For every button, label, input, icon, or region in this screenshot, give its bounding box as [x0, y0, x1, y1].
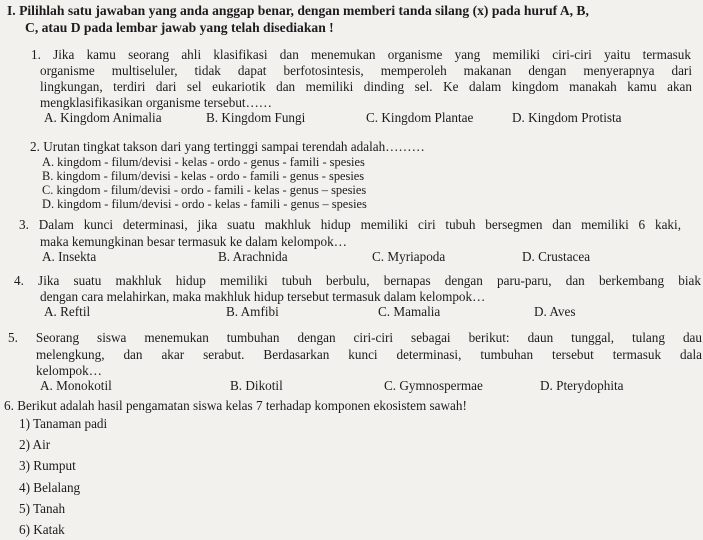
question-1-option-b[interactable]: B. Kingdom Fungi — [206, 110, 306, 125]
question-4-options — [0, 304, 703, 319]
question-5-line-1: 5. Seorang siswa menemukan tumbuhan dengan ciri-ciri sebagai berikut: daun tunggal, tulang dau — [8, 330, 702, 345]
question-4-line-2: dengan cara melahirkan, maka makhluk hidup tersebut termasuk dalam kelompok… — [40, 289, 486, 304]
question-5-option-a[interactable]: A. Monokotil — [40, 378, 112, 393]
question-3-line-2: maka kemungkinan besar termasuk ke dalam kelompok… — [40, 234, 347, 249]
question-1-line-2: organisme multiseluler, tidak dapat berfotosintesis, memperoleh makanan dengan menyerapnya dari — [40, 63, 692, 78]
question-5-line-2: melengkung, dan akar serabut. Berdasarkan kunci determinasi, tumbuhan tersebut termasuk dala — [36, 347, 702, 362]
question-2-option-c[interactable]: C. kingdom - filum/devisi - ordo - famili - kelas - genus – spesies — [42, 183, 367, 197]
question-2-option-a[interactable]: A. kingdom - filum/devisi - kelas - ordo - genus - famili - spesies — [42, 155, 365, 169]
question-1-line-3: lingkungan, terdiri dari sel eukariotik dan memiliki dinding sel. Ke dalam kingdom manakah kamu akan — [40, 79, 692, 94]
question-4-option-d[interactable]: D. Aves — [534, 304, 576, 319]
question-4-option-b[interactable]: B. Amfibi — [226, 304, 279, 319]
question-3-option-d[interactable]: D. Crustacea — [522, 249, 591, 264]
question-3-option-b[interactable]: B. Arachnida — [218, 249, 288, 264]
question-5-option-d[interactable]: D. Pterydophita — [540, 378, 624, 393]
question-1-line-4: mengklasifikasikan organisme tersebut…… — [40, 95, 272, 110]
list-item: 3) Rumput — [19, 458, 76, 474]
instruction-line-1: I. Pilihlah satu jawaban yang anda anggap benar, dengan memberi tanda silang (x) pada huruf A, B, — [7, 3, 589, 18]
question-1-option-d[interactable]: D. Kingdom Protista — [512, 110, 622, 125]
question-2-option-b[interactable]: B. kingdom - filum/devisi - kelas - ordo - famili - genus - spesies — [42, 169, 365, 183]
list-item: 4) Belalang — [19, 479, 81, 495]
list-item: 2) Air — [19, 437, 51, 453]
question-6-line-1: 6. Berikut adalah hasil pengamatan siswa kelas 7 terhadap komponen ekosistem sawah! — [4, 398, 467, 413]
question-3-option-c[interactable]: C. Myriapoda — [372, 249, 446, 264]
question-5-line-3: kelompok… — [36, 363, 102, 378]
question-3-option-a[interactable]: A. Insekta — [42, 249, 97, 264]
question-4-option-a[interactable]: A. Reftil — [44, 304, 91, 319]
question-4-option-c[interactable]: C. Mamalia — [378, 304, 441, 319]
list-item: 1) Tanaman padi — [19, 416, 108, 431]
question-3-options — [0, 249, 703, 264]
question-1-line-1: 1. Jika kamu seorang ahli klasifikasi dan menemukan organisme yang memiliki ciri-ciri yaitu termasuk — [31, 47, 691, 62]
question-1-options — [0, 110, 703, 125]
question-3-line-1: 3. Dalam kunci determinasi, jika suatu makhluk hidup memiliki ciri tubuh bersegmen dan memiliki 6 kaki, — [19, 217, 681, 232]
instruction-line-2: C, atau D pada lembar jawab yang telah disediakan ! — [25, 20, 334, 35]
question-6-items — [19, 413, 107, 540]
question-2-option-d[interactable]: D. kingdom - filum/devisi - ordo - kelas - famili - genus – spesies — [42, 197, 367, 211]
question-5-option-c[interactable]: C. Gymnospermae — [384, 378, 483, 393]
list-item: 6) Katak — [19, 522, 65, 538]
question-5-option-b[interactable]: B. Dikotil — [230, 378, 283, 393]
question-1-option-c[interactable]: C. Kingdom Plantae — [366, 110, 474, 125]
question-4-line-1: 4. Jika suatu makhluk hidup memiliki tubuh berbulu, bernapas dengan paru-paru, dan berkembang biak — [14, 273, 701, 288]
question-5-options — [0, 378, 703, 393]
question-1-option-a[interactable]: A. Kingdom Animalia — [44, 110, 162, 125]
list-item: 5) Tanah — [19, 500, 66, 516]
question-2-line-1: 2. Urutan tingkat takson dari yang tertinggi sampai terendah adalah……… — [30, 139, 425, 154]
